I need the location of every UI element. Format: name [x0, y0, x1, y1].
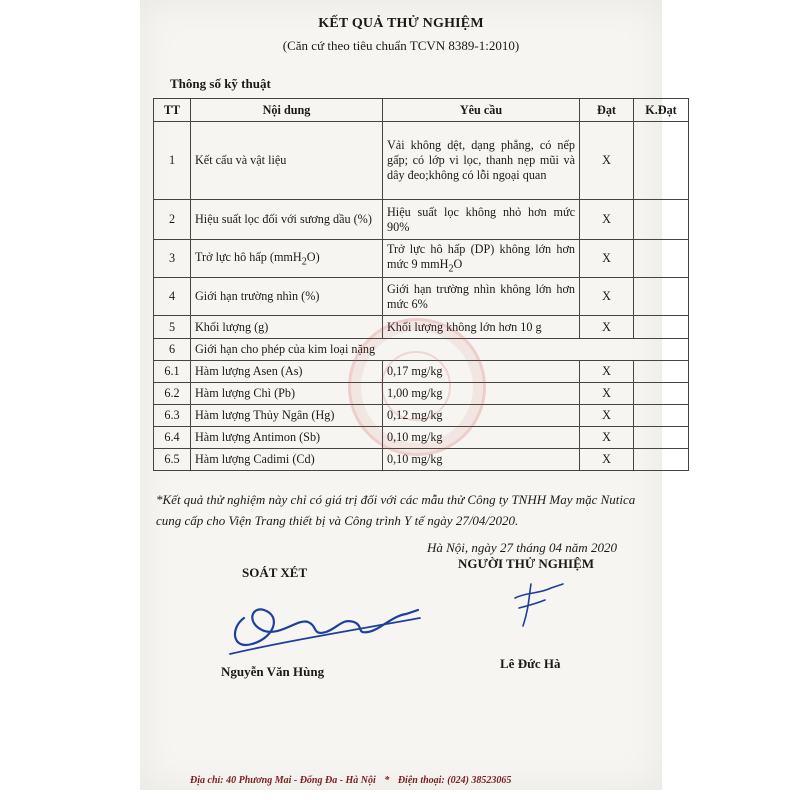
header-noi-dung: Nội dung: [191, 99, 383, 122]
tester-signature: [505, 578, 565, 630]
tester-role: NGƯỜI THỬ NGHIỆM: [458, 556, 595, 571]
row-pass-mark: X: [580, 278, 634, 316]
footer-contact: [190, 775, 650, 786]
row-content: Hàm lượng Cadimi (Cd): [191, 449, 383, 471]
row-requirement-text-end: O: [453, 256, 463, 271]
row-content: Kết cấu và vật liệu: [191, 122, 383, 200]
row-requirement: 0,10 mg/kg: [383, 449, 580, 471]
table-row: [154, 405, 689, 427]
table-row-group-heading: [154, 339, 689, 361]
table-row: [154, 449, 689, 471]
place-and-date: Hà Nội, ngày 27 tháng 04 năm 2020: [427, 540, 617, 555]
footer-separator: *: [384, 775, 390, 786]
row-pass-mark: X: [580, 200, 634, 240]
row-pass-mark: X: [580, 361, 634, 383]
reviewer-signature-underline: [230, 618, 420, 654]
row-requirement: Giới hạn trường nhìn không lớn hơn mức 6%: [383, 278, 580, 316]
table-row: [154, 278, 689, 316]
header-tt: TT: [154, 99, 191, 122]
document-title: KẾT QUẢ THỬ NGHIỆM: [318, 16, 484, 31]
reviewer-role: SOÁT XÉT: [242, 565, 308, 580]
table-row: [154, 240, 689, 278]
row-requirement: 0,10 mg/kg: [383, 427, 580, 449]
reviewer-signature: [222, 588, 422, 658]
row-fail-mark: [634, 427, 689, 449]
row-requirement: 0,12 mg/kg: [383, 405, 580, 427]
row-fail-mark: [634, 122, 689, 200]
row-number: 1: [154, 122, 191, 200]
row-number: 5: [154, 316, 191, 339]
row-requirement: [383, 240, 580, 278]
row-content: Hàm lượng Thủy Ngân (Hg): [191, 405, 383, 427]
header-dat: Đạt: [580, 99, 634, 122]
row-requirement: Vải không dệt, dạng phẳng, có nếp gấp; có lớp vi lọc, thanh nẹp mũi và dây đeo;không có lỗi ngoại quan: [383, 122, 580, 200]
row-number: 3: [154, 240, 191, 278]
row-pass-mark: X: [580, 316, 634, 339]
row-content: Khối lượng (g): [191, 316, 383, 339]
document-subtitle: (Căn cứ theo tiêu chuẩn TCVN 8389-1:2010): [282, 38, 520, 53]
row-fail-mark: [634, 316, 689, 339]
row-pass-mark: X: [580, 405, 634, 427]
row-fail-mark: [634, 240, 689, 278]
page-bottom-margin: [0, 790, 800, 800]
reviewer-name: Nguyễn Văn Hùng: [221, 664, 325, 679]
row-content: Hàm lượng Asen (As): [191, 361, 383, 383]
tester-name: Lê Đức Hà: [500, 656, 561, 671]
tester-signature-stroke: [515, 584, 563, 626]
table-header-row: [154, 99, 689, 122]
validity-note: *Kết quả thử nghiệm này chỉ có giá trị đối với các mẫu thử Công ty TNHH May mặc Nutica cung cấp cho Viện Trang thiết bị và Công trình Y tế ngày 27/04/2020.: [156, 492, 636, 529]
row-fail-mark: [634, 278, 689, 316]
reviewer-signature-stroke: [235, 609, 418, 645]
row-pass-mark: X: [580, 240, 634, 278]
row-number: 6.4: [154, 427, 191, 449]
row-fail-mark: [634, 200, 689, 240]
header-k-dat: K.Đạt: [634, 99, 689, 122]
subscript-two: 2: [448, 262, 454, 274]
row-content-text-end: O): [306, 249, 320, 264]
row-number: 6.3: [154, 405, 191, 427]
table-row: [154, 316, 689, 339]
row-number: 6.1: [154, 361, 191, 383]
row-content: Hàm lượng Antimon (Sb): [191, 427, 383, 449]
row-fail-mark: [634, 361, 689, 383]
row-number: 6.2: [154, 383, 191, 405]
row-pass-mark: X: [580, 449, 634, 471]
row-fail-mark: [634, 405, 689, 427]
row-requirement: 1,00 mg/kg: [383, 383, 580, 405]
row-pass-mark: X: [580, 383, 634, 405]
header-yeu-cau: Yêu cầu: [383, 99, 580, 122]
row-number: 4: [154, 278, 191, 316]
table-row: [154, 427, 689, 449]
row-content: [191, 240, 383, 278]
row-fail-mark: [634, 383, 689, 405]
table-row: [154, 361, 689, 383]
row-content-text: Trở lực hô hấp (mmH: [195, 249, 302, 264]
row-pass-mark: X: [580, 427, 634, 449]
row-requirement-text: Trở lực hô hấp (DP) không lớn hơn mức 9 mmH: [387, 241, 575, 271]
row-number: 6: [154, 339, 191, 361]
subscript-two: 2: [301, 256, 307, 268]
row-number: 6.5: [154, 449, 191, 471]
row-content: Giới hạn trường nhìn (%): [191, 278, 383, 316]
table-row: [154, 200, 689, 240]
row-requirement: 0,17 mg/kg: [383, 361, 580, 383]
row-pass-mark: X: [580, 122, 634, 200]
row-requirement: Khối lượng không lớn hơn 10 g: [383, 316, 580, 339]
footer-phone: Điện thoại: (024) 38523065: [397, 775, 512, 786]
table-row: [154, 383, 689, 405]
row-content: Hiệu suất lọc đối với sương dầu (%): [191, 200, 383, 240]
heavy-metals-heading: Giới hạn cho phép của kim loại nặng: [191, 339, 689, 361]
footer-address: Địa chỉ: 40 Phương Mai - Đống Đa - Hà Nội: [190, 775, 376, 786]
table-row: [154, 122, 689, 200]
row-content: Hàm lượng Chì (Pb): [191, 383, 383, 405]
row-number: 2: [154, 200, 191, 240]
row-fail-mark: [634, 449, 689, 471]
row-requirement: Hiệu suất lọc không nhỏ hơn mức 90%: [383, 200, 580, 240]
test-results-table: [153, 98, 689, 471]
section-heading: Thông số kỹ thuật: [170, 76, 271, 91]
